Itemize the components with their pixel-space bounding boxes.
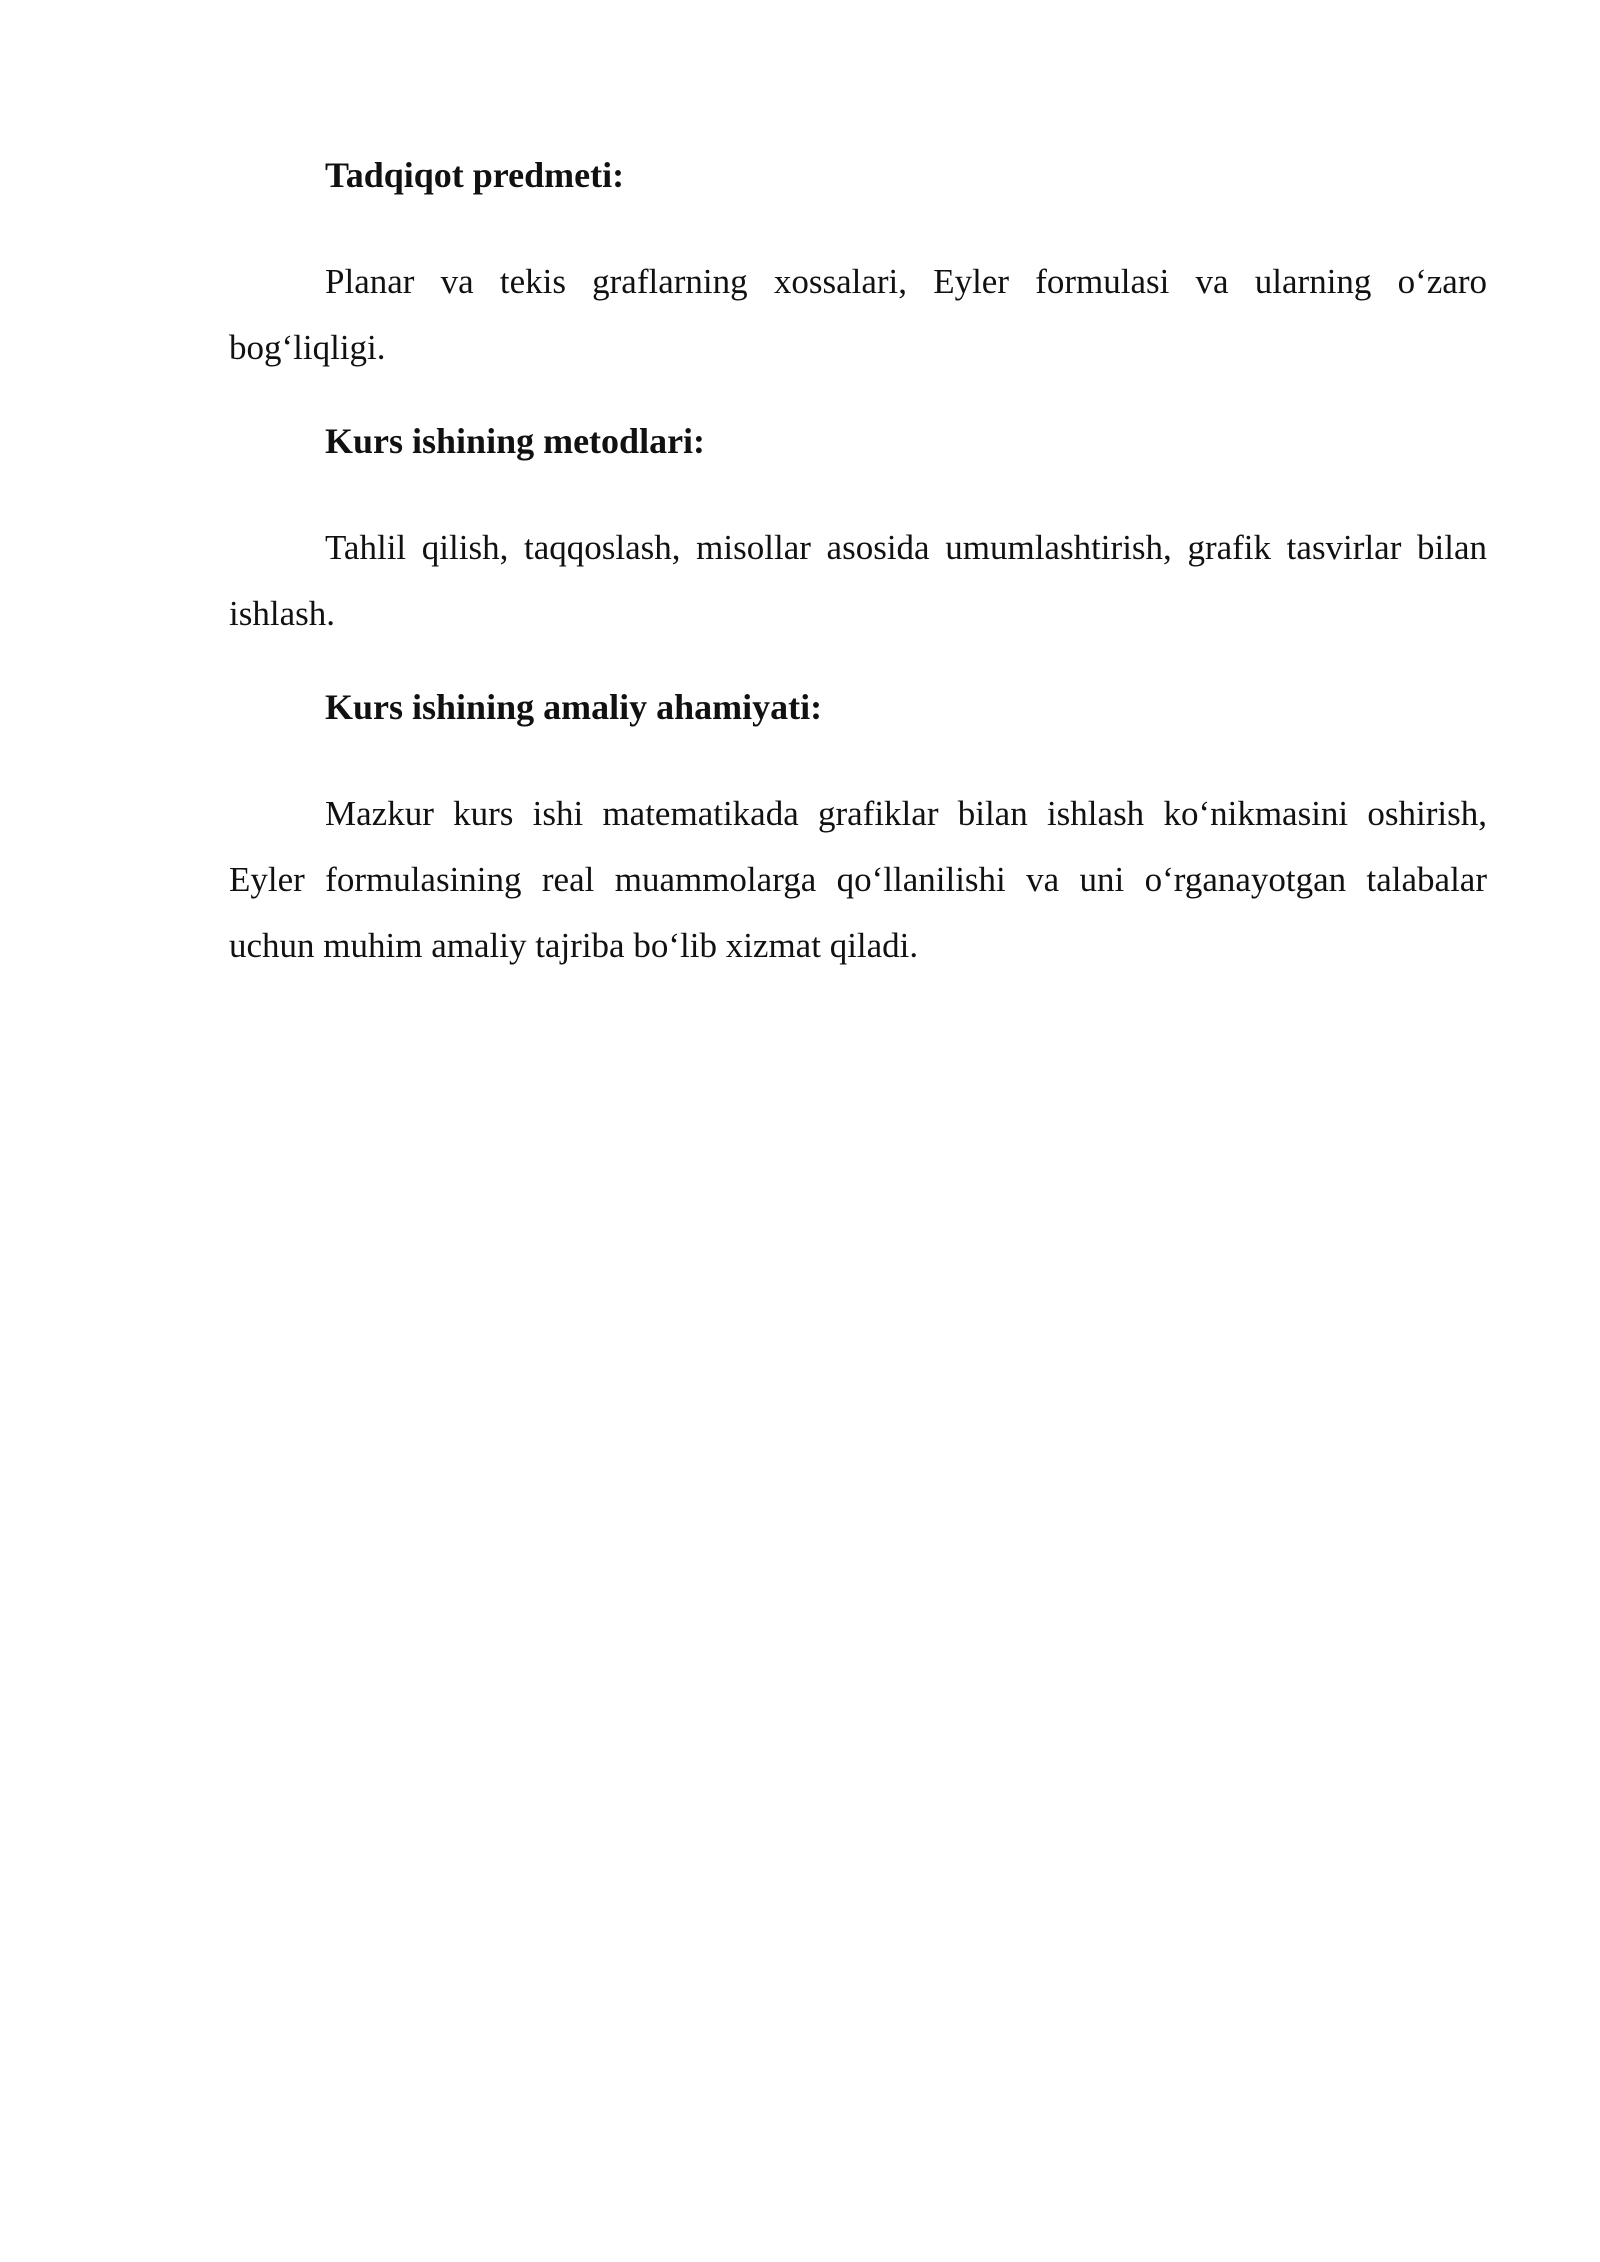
section-text-methods: Tahlil qilish, taqqoslash, misollar asosida umumlashtirish, grafik tasvirlar bilan ishlash. (229, 528, 1487, 633)
section-heading-methods: Kurs ishining metodlari: (325, 421, 706, 461)
page-content (229, 148, 1487, 979)
section-text-practical-significance: Mazkur kurs ishi matematikada grafiklar bilan ishlash ko‘nikmasini oshirish, Eyler formulasining real muammolarga qo‘llanilishi va uni o‘rganayotgan talabalar uchun muhim amaliy tajriba bo‘lib xizmat qiladi. (229, 794, 1487, 965)
section-heading-practical-significance: Kurs ishining amaliy ahamiyati: (325, 687, 823, 727)
section-heading-research-subject: Tadqiqot predmeti: (325, 155, 625, 195)
section-text-research-subject: Planar va tekis graflarning xossalari, Eyler formulasi va ularning o‘zaro bog‘liqligi. (229, 262, 1487, 367)
